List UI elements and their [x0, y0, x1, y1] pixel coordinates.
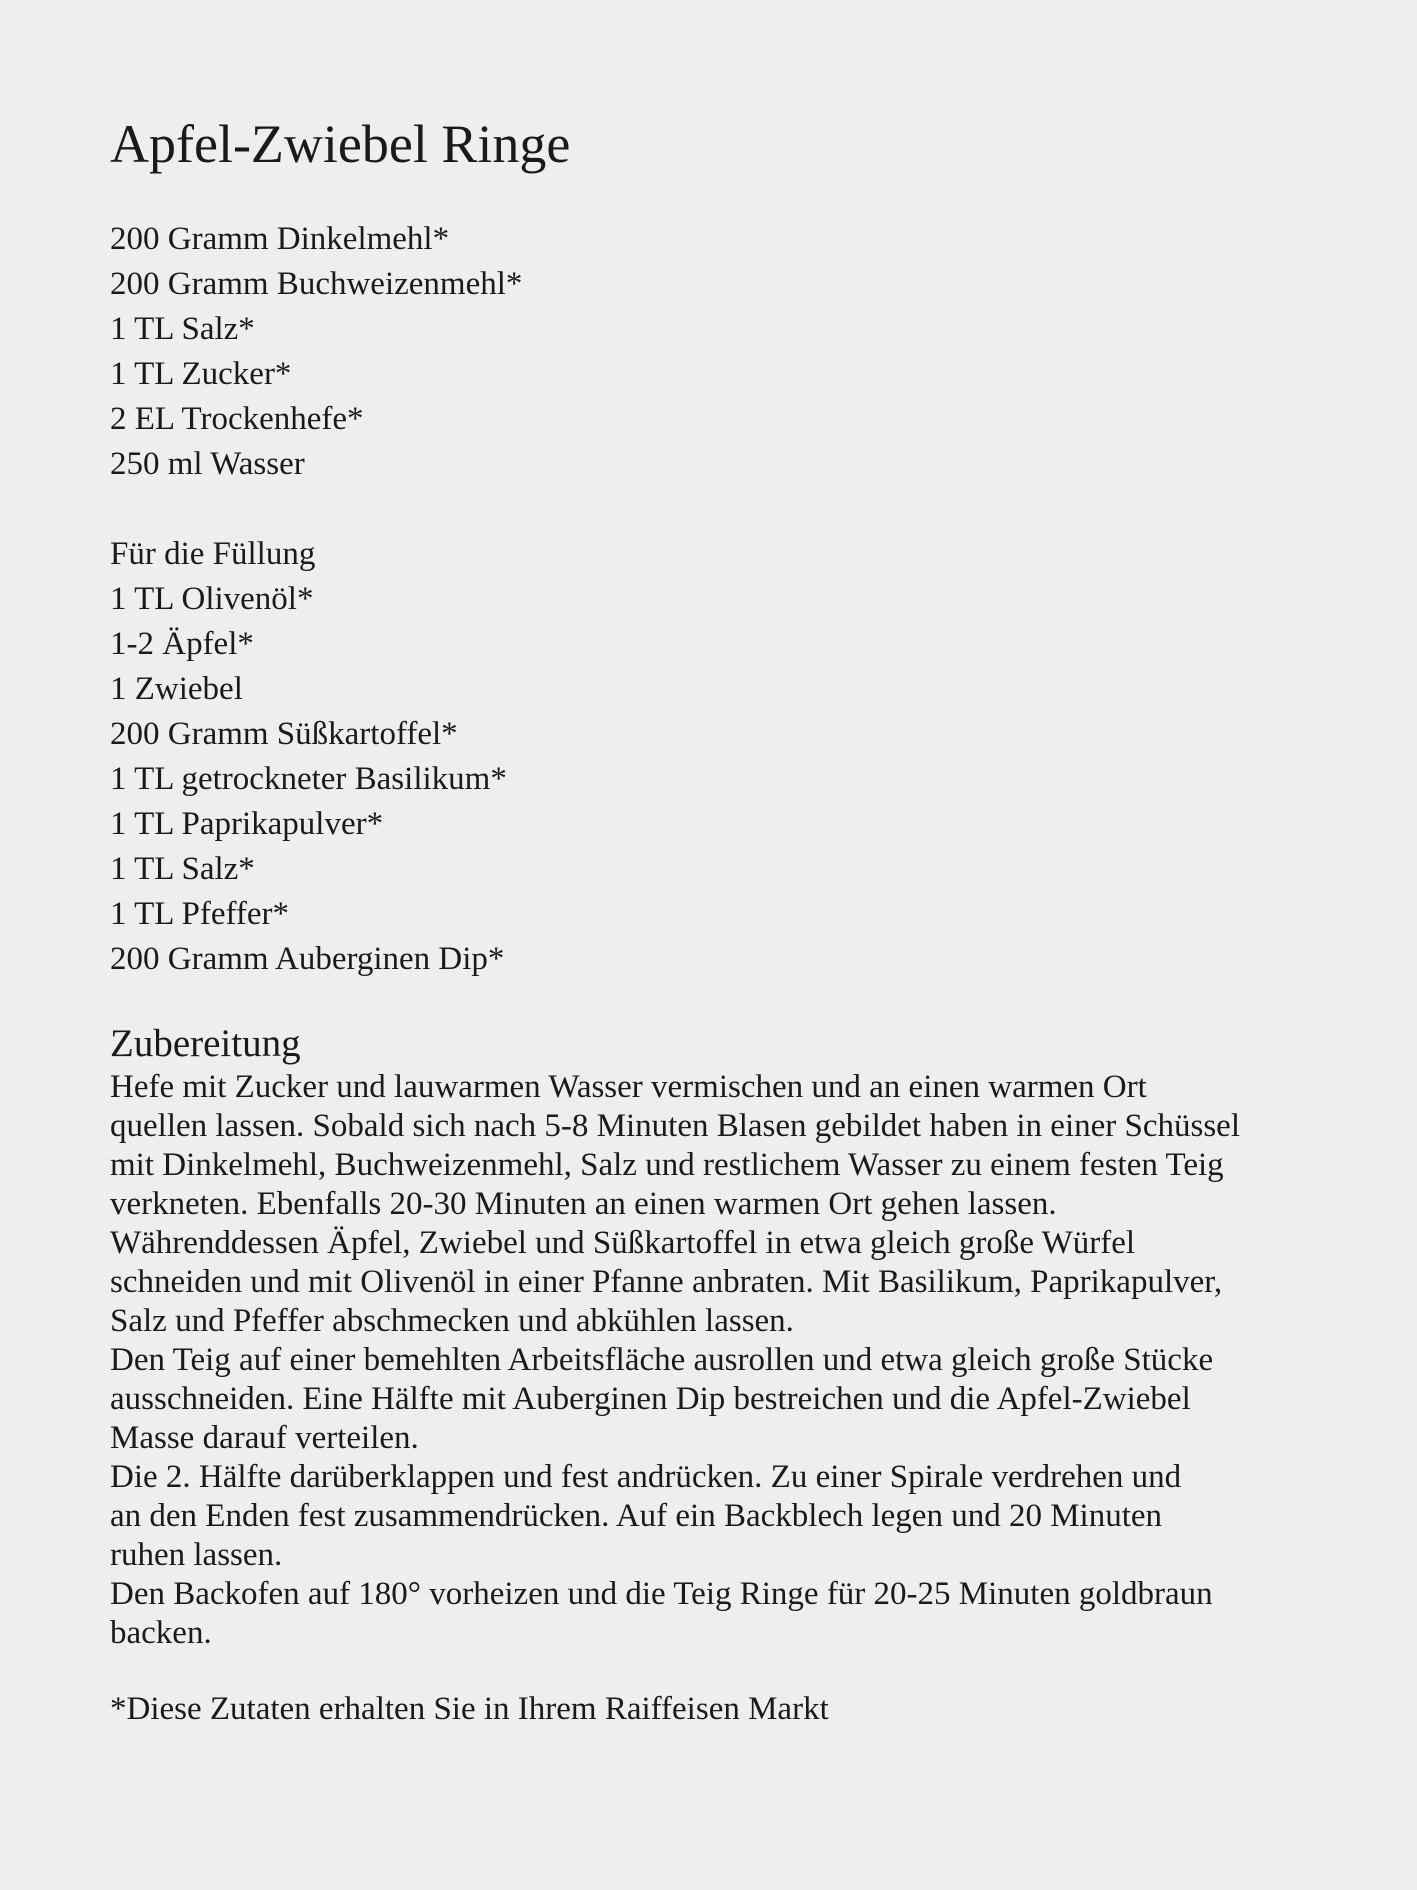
ingredient-item: 1-2 Äpfel* [110, 626, 254, 662]
preparation-line: Währenddessen Äpfel, Zwiebel und Süßkartoffel in etwa gleich große Würfel [110, 1225, 1136, 1261]
ingredient-item: 200 Gramm Buchweizenmehl* [110, 266, 523, 302]
recipe-page [110, 112, 1330, 1729]
ingredient-item: 1 Zwiebel [110, 671, 243, 707]
footnote: *Diese Zutaten erhalten Sie in Ihrem Raiffeisen Markt [110, 1691, 829, 1727]
ingredient-item: 200 Gramm Süßkartoffel* [110, 716, 458, 752]
preparation-line: Den Teig auf einer bemehlten Arbeitsfläche ausrollen und etwa gleich große Stücke [110, 1342, 1214, 1378]
ingredient-item: 1 TL Zucker* [110, 356, 292, 392]
ingredient-item: 1 TL Pfeffer* [110, 896, 290, 932]
dough-ingredients-list [110, 217, 1330, 487]
filling-heading: Für die Füllung [110, 536, 316, 572]
ingredient-item: 200 Gramm Dinkelmehl* [110, 221, 450, 257]
ingredient-item: 1 TL Paprikapulver* [110, 806, 384, 842]
filling-ingredients-list [110, 532, 1330, 982]
ingredient-item: 250 ml Wasser [110, 446, 305, 482]
preparation-text [110, 1068, 1330, 1653]
preparation-line: backen. [110, 1615, 212, 1651]
preparation-line: ruhen lassen. [110, 1537, 283, 1573]
ingredient-item: 1 TL getrockneter Basilikum* [110, 761, 507, 797]
preparation-line: ausschneiden. Eine Hälfte mit Auberginen Dip bestreichen und die Apfel-Zwiebel [110, 1381, 1191, 1417]
ingredient-item: 1 TL Salz* [110, 851, 255, 887]
ingredient-item: 1 TL Salz* [110, 311, 255, 347]
preparation-line: mit Dinkelmehl, Buchweizenmehl, Salz und restlichem Wasser zu einem festen Teig [110, 1147, 1224, 1183]
preparation-line: schneiden und mit Olivenöl in einer Pfanne anbraten. Mit Basilikum, Paprikapulver, [110, 1264, 1223, 1300]
preparation-line: Hefe mit Zucker und lauwarmen Wasser vermischen und an einen warmen Ort [110, 1069, 1147, 1105]
preparation-line: Die 2. Hälfte darüberklappen und fest andrücken. Zu einer Spirale verdrehen und [110, 1459, 1182, 1495]
preparation-heading: Zubereitung [110, 1022, 301, 1065]
ingredient-item: 2 EL Trockenhefe* [110, 401, 364, 437]
preparation-line: an den Enden fest zusammendrücken. Auf ein Backblech legen und 20 Minuten [110, 1498, 1163, 1534]
recipe-title: Apfel-Zwiebel Ringe [110, 114, 571, 174]
preparation-line: Den Backofen auf 180° vorheizen und die Teig Ringe für 20-25 Minuten goldbraun [110, 1576, 1213, 1612]
ingredient-item: 200 Gramm Auberginen Dip* [110, 941, 505, 977]
preparation-line: Salz und Pfeffer abschmecken und abkühlen lassen. [110, 1303, 794, 1339]
ingredient-item: 1 TL Olivenöl* [110, 581, 314, 617]
preparation-line: quellen lassen. Sobald sich nach 5-8 Minuten Blasen gebildet haben in einer Schüssel [110, 1108, 1240, 1144]
preparation-line: Masse darauf verteilen. [110, 1420, 419, 1456]
preparation-line: verkneten. Ebenfalls 20-30 Minuten an einen warmen Ort gehen lassen. [110, 1186, 1057, 1222]
spacer [110, 487, 1330, 532]
